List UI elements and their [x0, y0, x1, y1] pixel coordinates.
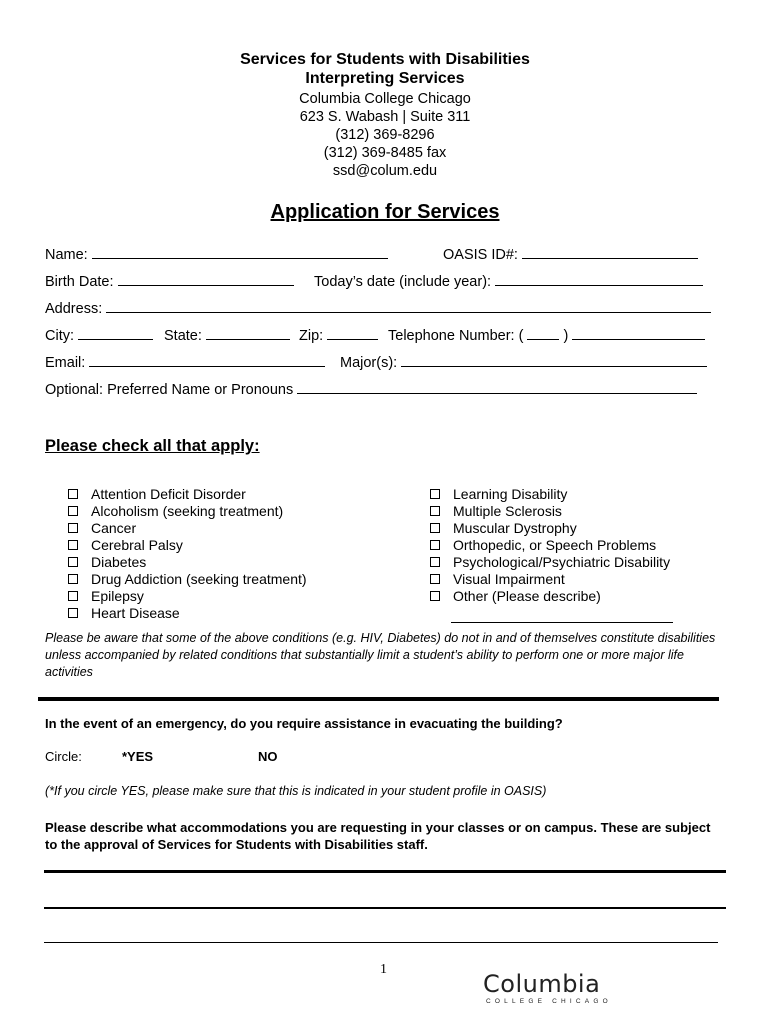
college-name: Columbia College Chicago	[299, 91, 471, 107]
checkbox-icon[interactable]	[430, 591, 440, 601]
telephone-close: )	[563, 328, 569, 344]
pronouns-label: Optional: Preferred Name or Pronouns	[45, 382, 294, 398]
address-label: Address:	[45, 301, 103, 317]
condition-item[interactable]: Psychological/Psychiatric Disability	[430, 554, 670, 571]
checkbox-icon[interactable]	[68, 608, 78, 618]
checkbox-icon[interactable]	[68, 540, 78, 550]
condition-item[interactable]: Alcoholism (seeking treatment)	[68, 503, 307, 520]
header-line2: Interpreting Services	[305, 70, 465, 87]
majors-field[interactable]	[401, 354, 707, 367]
columbia-logo: Columbia	[483, 970, 601, 998]
accommodations-line[interactable]	[44, 870, 726, 873]
checkbox-icon[interactable]	[68, 523, 78, 533]
condition-item[interactable]: Muscular Dystrophy	[430, 520, 670, 537]
condition-item[interactable]: Epilepsy	[68, 588, 307, 605]
checkbox-icon[interactable]	[68, 591, 78, 601]
checkbox-icon[interactable]	[430, 489, 440, 499]
condition-list-right	[430, 486, 670, 605]
city-row	[45, 327, 153, 344]
birth-date-field[interactable]	[118, 273, 294, 286]
oasis-row	[443, 246, 698, 263]
condition-item[interactable]: Multiple Sclerosis	[430, 503, 670, 520]
majors-row	[340, 354, 707, 371]
section-divider	[38, 697, 719, 701]
email-field[interactable]	[89, 354, 325, 367]
state-label: State:	[164, 328, 202, 344]
todays-date-field[interactable]	[495, 273, 703, 286]
college-email: ssd@colum.edu	[332, 163, 438, 179]
check-heading: Please check all that apply:	[45, 437, 260, 455]
page-number: 1	[380, 962, 387, 977]
email-row	[45, 354, 325, 371]
today-row	[314, 273, 703, 290]
condition-item[interactable]: Drug Addiction (seeking treatment)	[68, 571, 307, 588]
circle-label: Circle:	[45, 749, 82, 764]
condition-item[interactable]: Diabetes	[68, 554, 307, 571]
checkbox-icon[interactable]	[430, 523, 440, 533]
birth-date-label: Birth Date:	[45, 274, 114, 290]
pronouns-field[interactable]	[297, 381, 697, 394]
college-fax: (312) 369-8485 fax	[323, 145, 447, 161]
checkbox-icon[interactable]	[68, 489, 78, 499]
checkbox-icon[interactable]	[68, 506, 78, 516]
checkbox-icon[interactable]	[68, 574, 78, 584]
condition-item[interactable]: Heart Disease	[68, 605, 307, 622]
zip-row	[299, 327, 378, 344]
emergency-question: In the event of an emergency, do you require assistance in evacuating the building?	[45, 716, 563, 731]
checkbox-icon[interactable]	[430, 574, 440, 584]
yes-option[interactable]: *YES	[122, 749, 154, 764]
zip-label: Zip:	[299, 328, 324, 344]
condition-item[interactable]: Other (Please describe)	[430, 588, 670, 605]
header-line1: Services for Students with Disabilities	[240, 51, 530, 68]
checkbox-icon[interactable]	[430, 506, 440, 516]
condition-item[interactable]: Learning Disability	[430, 486, 670, 503]
other-describe-field[interactable]	[451, 610, 673, 623]
name-row	[45, 246, 388, 263]
checkbox-icon[interactable]	[430, 557, 440, 567]
condition-item[interactable]: Attention Deficit Disorder	[68, 486, 307, 503]
no-option[interactable]: NO	[258, 749, 278, 764]
conditions-note: Please be aware that some of the above conditions (e.g. HIV, Diabetes) do not in and of themselves constitute disabilities unless accompanied by related conditions that substantially limit a student’s ability to perform one or more major life activities	[45, 631, 716, 679]
page-title: Application for Services	[270, 201, 500, 223]
state-row	[164, 327, 290, 344]
telephone-row	[388, 327, 705, 344]
city-field[interactable]	[78, 327, 153, 340]
checkbox-icon[interactable]	[68, 557, 78, 567]
oasis-field[interactable]	[522, 246, 698, 259]
birth-row	[45, 273, 294, 290]
condition-item[interactable]: Cerebral Palsy	[68, 537, 307, 554]
zip-field[interactable]	[327, 327, 378, 340]
telephone-field[interactable]	[572, 327, 705, 340]
condition-item[interactable]: Cancer	[68, 520, 307, 537]
condition-list-left	[68, 486, 307, 622]
accommodations-line[interactable]	[44, 942, 718, 943]
college-phone: (312) 369-8296	[335, 127, 435, 143]
state-field[interactable]	[206, 327, 290, 340]
checkbox-icon[interactable]	[430, 540, 440, 550]
accommodations-line[interactable]	[44, 907, 726, 909]
name-field[interactable]	[92, 246, 388, 259]
condition-item[interactable]: Orthopedic, or Speech Problems	[430, 537, 670, 554]
telephone-label: Telephone Number: (	[388, 328, 524, 344]
optional-row	[45, 381, 697, 398]
email-label: Email:	[45, 355, 86, 371]
college-address: 623 S. Wabash | Suite 311	[299, 109, 471, 125]
emergency-note: (*If you circle YES, please make sure that this is indicated in your student profile in OASIS)	[45, 784, 547, 798]
majors-label: Major(s):	[340, 355, 398, 371]
address-field[interactable]	[106, 300, 711, 313]
oasis-label: OASIS ID#:	[443, 247, 518, 263]
accommodations-prompt: Please describe what accommodations you are requesting in your classes or on campus. These are subject to the approval of Services for Students with Disabilities staff.	[45, 820, 711, 852]
condition-item[interactable]: Visual Impairment	[430, 571, 670, 588]
name-label: Name:	[45, 247, 88, 263]
todays-date-label: Today’s date (include year):	[314, 274, 492, 290]
area-code-field[interactable]	[527, 327, 559, 340]
columbia-logo-subtitle: COLLEGE CHICAGO	[486, 998, 612, 1005]
address-row	[45, 300, 711, 317]
city-label: City:	[45, 328, 74, 344]
